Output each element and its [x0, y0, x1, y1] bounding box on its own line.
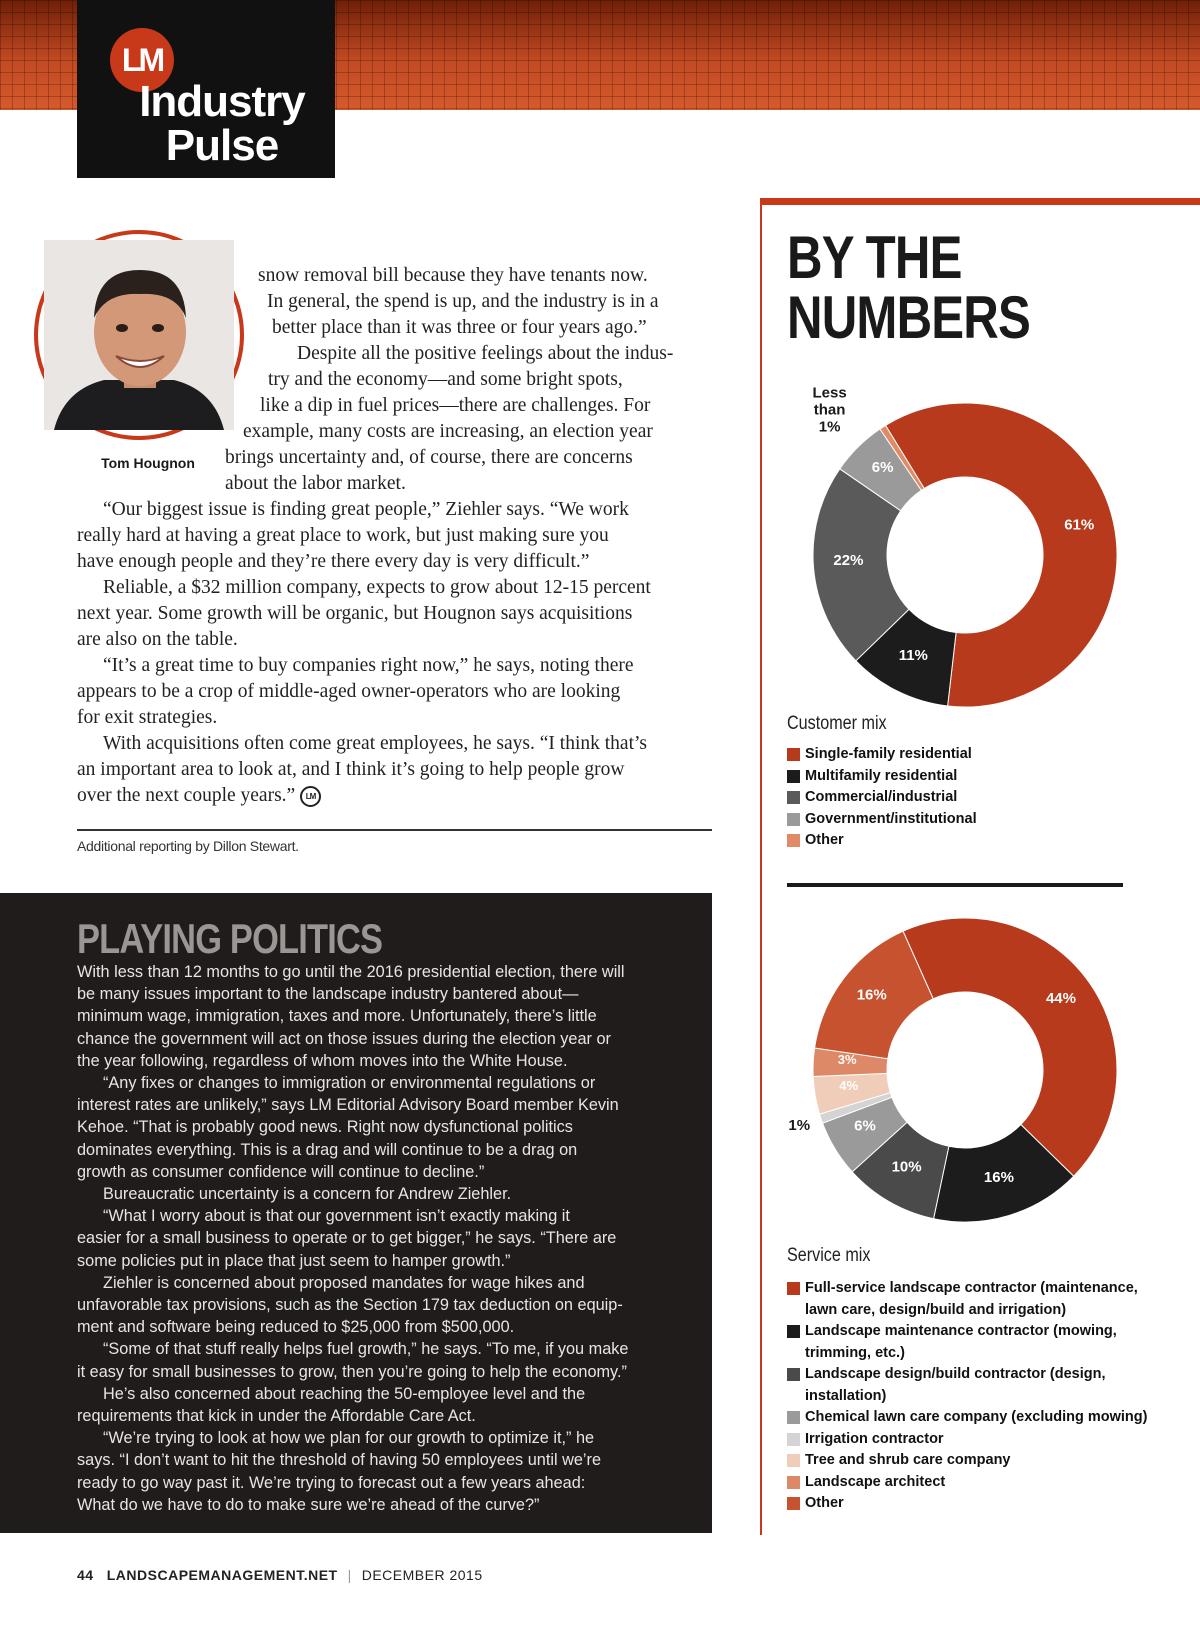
legend-item — [787, 1407, 1147, 1429]
legend-swatch — [787, 834, 800, 847]
legend-item — [787, 1493, 1147, 1515]
politics-line: easier for a small business to operate or to get bigger,” he says. “There are — [77, 1229, 617, 1248]
legend-item — [787, 1364, 1147, 1407]
article-line: like a dip in fuel prices—there are challenges. For — [260, 395, 651, 416]
legend-swatch — [787, 1454, 800, 1467]
chart-separator-rule — [787, 883, 1123, 887]
legend-label: Commercial/industrial — [805, 789, 958, 805]
donut-slice-label: 44% — [1045, 990, 1077, 1008]
donut-slice-label: 10% — [891, 1158, 922, 1176]
article-line: Reliable, a $32 million company, expects to grow about 12-15 percent — [103, 577, 651, 598]
politics-box — [0, 893, 712, 1533]
legend-label: Government/institutional — [805, 810, 977, 827]
by-the-numbers-heading — [787, 224, 1031, 351]
legend-swatch — [787, 1411, 800, 1424]
legend-swatch — [787, 770, 800, 783]
legend-swatch — [787, 748, 800, 761]
politics-line: ready to go way past it. We’re trying to forecast out a few years ahead: — [77, 1473, 586, 1492]
legend-label: Tree and shrub care company — [805, 1452, 1011, 1468]
legend-label: Chemical lawn care company (excluding mowing) — [805, 1409, 1148, 1425]
legend-item — [787, 1429, 1147, 1451]
legend-label: Irrigation contractor — [805, 1430, 944, 1447]
article-line: for exit strategies. — [77, 707, 218, 728]
article-line: “Our biggest issue is finding great people,” Ziehler says. “We work — [103, 499, 629, 520]
donut-slice-label: 16% — [983, 1168, 1014, 1186]
politics-line: “We’re trying to look at how we plan for our growth to optimize it,” he — [103, 1429, 595, 1448]
article-line: snow removal bill because they have tenants now. — [258, 265, 648, 286]
customer-mix-legend — [787, 744, 977, 852]
politics-line: chance the government will act on those issues during the election year or — [77, 1029, 611, 1048]
politics-line: growth as consumer confidence will continue to decline.” — [77, 1162, 485, 1181]
politics-line: “What I worry about is that our government isn’t exactly making it — [103, 1207, 570, 1226]
legend-swatch — [787, 1368, 800, 1381]
article-line: better place than it was three or four years ago.” — [272, 317, 647, 338]
politics-line: Kehoe. “That is probably good news. Right now dysfunctional politics — [77, 1118, 573, 1137]
portrait-caption: Tom Hougnon — [101, 455, 195, 471]
sidebar-top-bar — [760, 198, 1200, 205]
section-logo — [77, 0, 335, 178]
politics-line: interest rates are unlikely,” says LM Editorial Advisory Board member Kevin — [77, 1096, 619, 1115]
legend-swatch — [787, 1433, 800, 1446]
section-title — [107, 77, 337, 170]
article-end-rule — [77, 829, 712, 831]
legend-item — [787, 766, 977, 788]
page-footer — [77, 1567, 483, 1583]
legend-label-continued: trimming, etc.) — [805, 1344, 905, 1361]
politics-text — [77, 961, 687, 1516]
article-line: over the next couple years.” — [77, 785, 296, 806]
article-last-line — [77, 783, 717, 809]
legend-label-continued: installation) — [805, 1387, 887, 1404]
legend-label: Landscape design/build contractor (design, — [805, 1366, 1106, 1382]
article-line: try and the economy—and some bright spots, — [268, 369, 623, 390]
article-line: Despite all the positive feelings about the indus- — [297, 343, 674, 364]
legend-label: Landscape maintenance contractor (mowing, — [805, 1323, 1117, 1339]
article-line: about the labor market. — [225, 473, 406, 494]
article-line: example, many costs are increasing, an election year — [243, 421, 653, 442]
legend-item — [787, 1278, 1147, 1321]
legend-item — [787, 744, 977, 766]
donut-slice-label: Less — [812, 384, 847, 402]
page-number: 44 — [77, 1567, 94, 1583]
legend-item — [787, 809, 977, 831]
service-mix-legend — [787, 1278, 1147, 1515]
donut-slice-label: 16% — [856, 986, 887, 1004]
article-line: In general, the spend is up, and the industry is in a — [267, 291, 659, 312]
legend-swatch — [787, 813, 800, 826]
lm-end-mark-icon: LM — [300, 786, 321, 807]
article-line: are also on the table. — [77, 629, 238, 650]
politics-line: it easy for small businesses to grow, then you’re going to help the economy.” — [77, 1362, 627, 1381]
reporting-credit: Additional reporting by Dillon Stewart. — [77, 838, 299, 854]
footer-separator: | — [347, 1567, 352, 1583]
donut-slice-label: 11% — [898, 646, 928, 664]
politics-line: With less than 12 months to go until the 2016 presidential election, there will — [77, 963, 625, 981]
article-line: appears to be a crop of middle-aged owner-operators who are looking — [77, 681, 621, 702]
legend-label: Multifamily residential — [805, 767, 958, 784]
article-line: have enough people and they’re there every day is very difficult.” — [77, 551, 590, 572]
politics-line: What do we have to do to make sure we’re ahead of the curve?” — [77, 1495, 540, 1514]
politics-line: Bureaucratic uncertainty is a concern for Andrew Ziehler. — [103, 1185, 512, 1204]
donut-slice-label: 4% — [839, 1077, 859, 1093]
politics-line: He’s also concerned about reaching the 50-employee level and the — [103, 1384, 586, 1403]
legend-swatch — [787, 791, 800, 804]
donut-slice-label: 1% — [818, 418, 841, 436]
politics-line: be many issues important to the landscape industry bantered about— — [77, 985, 579, 1004]
article-line: next year. Some growth will be organic, but Hougnon says acquisitions — [77, 603, 633, 624]
section-title-line1: Industry — [139, 77, 305, 126]
legend-label: Full-service landscape contractor (maintenance, — [805, 1280, 1138, 1296]
legend-swatch — [787, 1476, 800, 1489]
issue-date: DECEMBER 2015 — [361, 1567, 483, 1583]
heading-line2: NUMBERS — [787, 284, 1031, 351]
politics-line: “Some of that stuff really helps fuel growth,” he says. “To me, if you make — [103, 1340, 629, 1359]
politics-line: some policies put in place that just seem to hamper growth.” — [77, 1251, 511, 1270]
article-full-text — [77, 497, 717, 809]
article-line: an important area to look at, and I think it’s going to help people grow — [77, 759, 625, 780]
section-title-line2: Pulse — [165, 121, 279, 170]
legend-swatch — [787, 1325, 800, 1338]
politics-line: requirements that kick in under the Affordable Care Act. — [77, 1407, 476, 1426]
legend-label: Other — [805, 1495, 844, 1511]
legend-item — [787, 830, 977, 852]
legend-swatch — [787, 1282, 800, 1295]
politics-line: Ziehler is concerned about proposed mandates for wage hikes and — [103, 1273, 585, 1292]
article-line: brings uncertainty and, of course, there are concerns — [225, 447, 633, 468]
article-line: “It’s a great time to buy companies right now,” he says, noting there — [103, 655, 634, 676]
donut-slice-label: 6% — [871, 458, 894, 476]
politics-line: minimum wage, immigration, taxes and more. Unfortunately, there’s little — [77, 1007, 597, 1026]
legend-label: Other — [805, 832, 844, 848]
service-mix-donut-chart — [788, 910, 1140, 1240]
donut-slice-label: 22% — [833, 551, 864, 569]
legend-item — [787, 787, 977, 809]
politics-line: dominates everything. This is a drag and will continue to be a drag on — [77, 1140, 578, 1159]
politics-line: the year following, regardless of whom moves into the White House. — [77, 1051, 568, 1070]
politics-line: ment and software being reduced to $25,000 from $500,000. — [77, 1318, 515, 1337]
article-line: With acquisitions often come great employees, he says. “I think that’s — [103, 733, 647, 754]
legend-label-continued: lawn care, design/build and irrigation) — [805, 1301, 1067, 1318]
politics-line: unfavorable tax provisions, such as the Section 179 tax deduction on equip- — [77, 1296, 623, 1315]
politics-line: “Any fixes or changes to immigration or environmental regulations or — [103, 1074, 596, 1093]
politics-line: says. “I don’t want to hit the threshold of having 50 employees until we’re — [77, 1451, 602, 1470]
sidebar-divider — [760, 205, 762, 1535]
heading-line1: BY THE — [787, 224, 962, 291]
legend-item — [787, 1321, 1147, 1364]
legend-item — [787, 1472, 1147, 1494]
legend-label: Landscape architect — [805, 1473, 946, 1490]
donut-slice-label: 1% — [788, 1117, 811, 1135]
customer-mix-title: Customer mix — [787, 713, 887, 734]
politics-heading: PLAYING POLITICS — [77, 915, 383, 962]
customer-mix-donut-chart — [800, 384, 1140, 715]
donut-slice-label: than — [813, 401, 846, 419]
legend-item — [787, 1450, 1147, 1472]
service-mix-title: Service mix — [787, 1245, 871, 1266]
site-name: LANDSCAPEMANAGEMENT.NET — [106, 1567, 338, 1583]
lm-logo-icon: LM — [110, 28, 174, 92]
article-line: really hard at having a great place to work, but just making sure you — [77, 525, 609, 546]
legend-label: Single-family residential — [805, 746, 972, 762]
article-wrapped-text — [0, 263, 712, 497]
donut-slice-label: 3% — [837, 1051, 857, 1067]
donut-slice-label: 61% — [1064, 516, 1095, 534]
legend-swatch — [787, 1497, 800, 1510]
donut-slice-label: 6% — [854, 1117, 876, 1135]
